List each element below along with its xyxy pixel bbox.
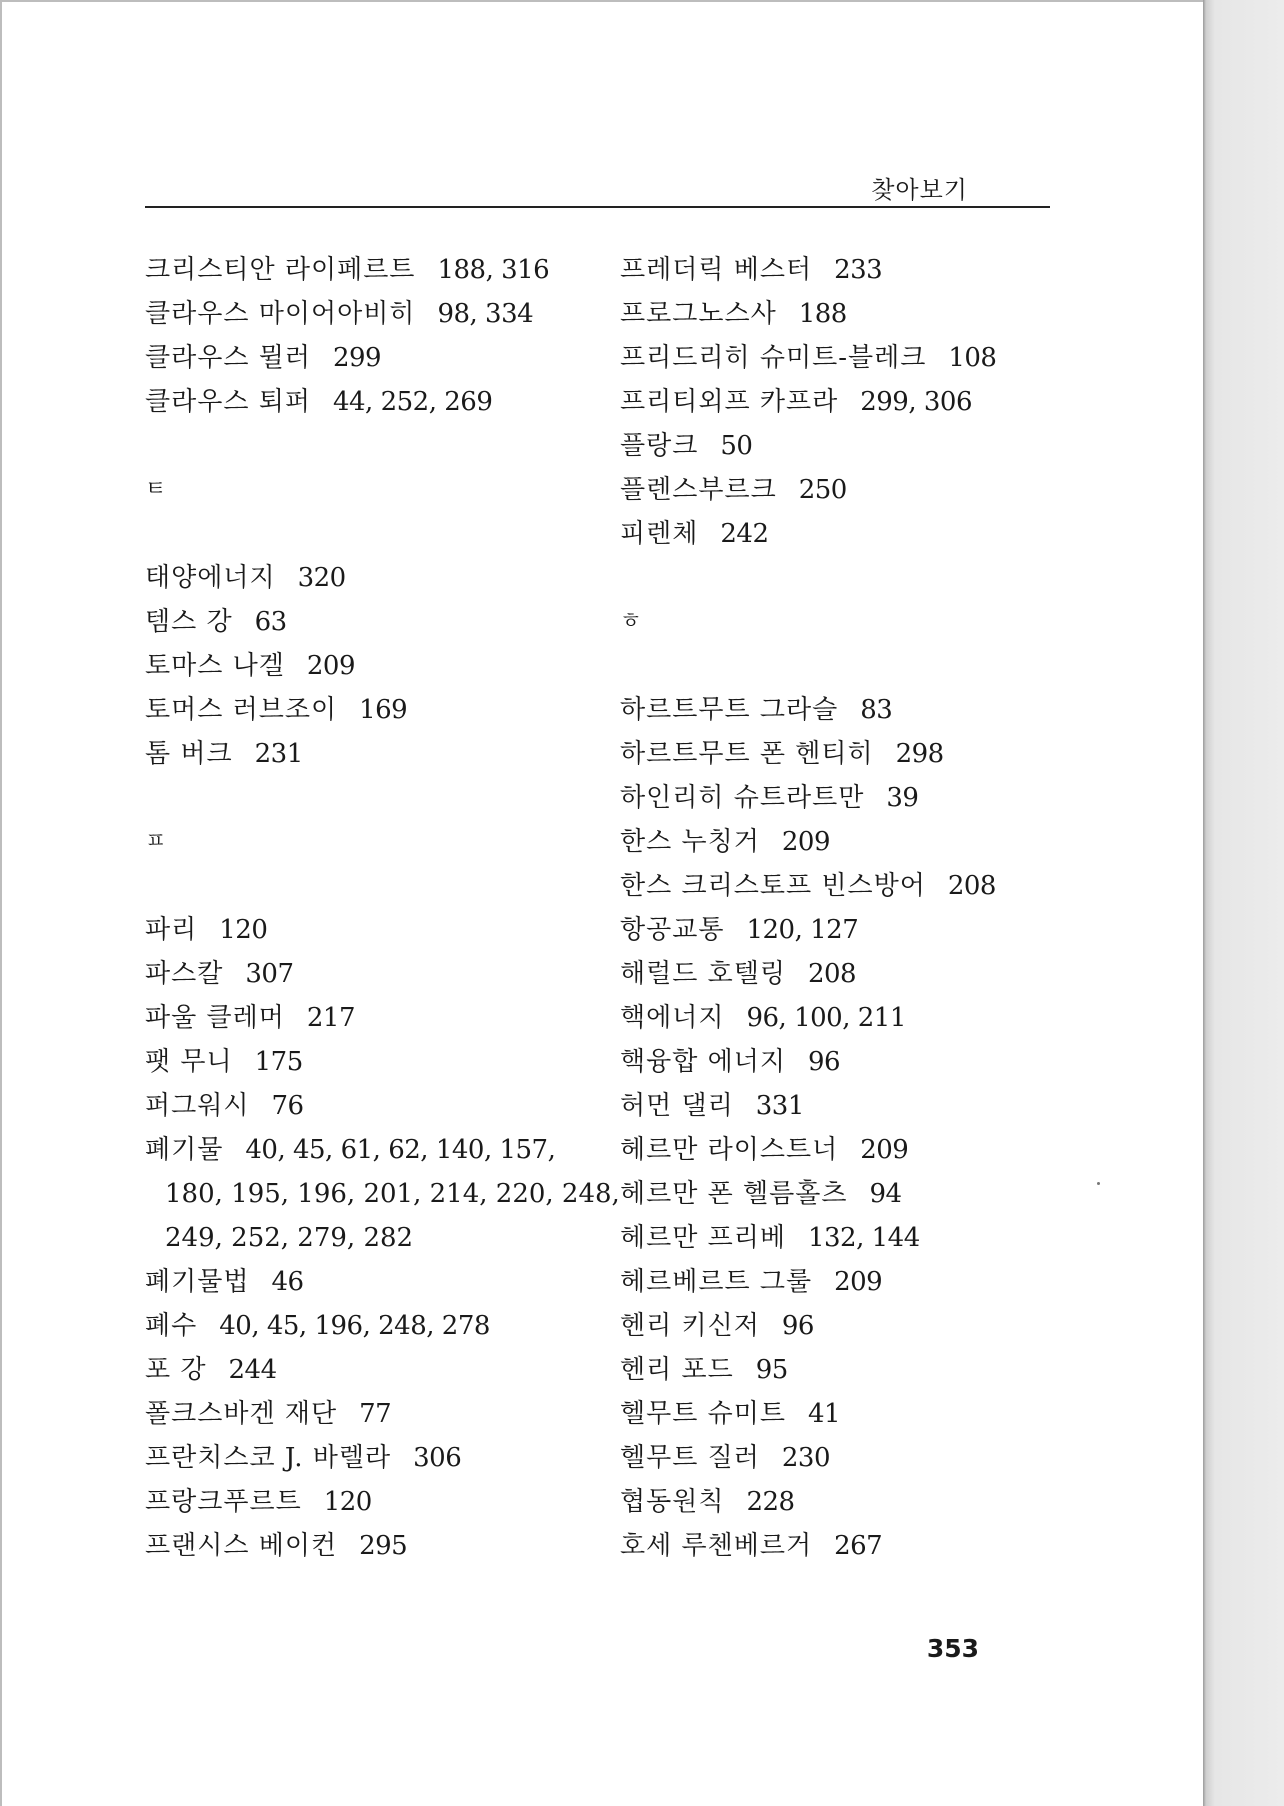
index-entry (145, 732, 615, 776)
index-entry (620, 1436, 1090, 1480)
index-page-refs: 217 (306, 1003, 355, 1033)
index-term: 헨리 포드 (620, 1355, 734, 1385)
index-term: 하르트무트 그라슬 (620, 695, 839, 725)
index-term: 프리티외프 카프라 (620, 387, 839, 417)
index-entry-continuation: 180, 195, 196, 201, 214, 220, 248, (165, 1179, 620, 1209)
index-term: 헤르베르트 그룰 (620, 1267, 813, 1297)
index-page-refs: 307 (245, 959, 294, 989)
index-term: 프레더릭 베스터 (620, 255, 813, 285)
index-page-refs: 188 (798, 299, 847, 329)
blank-line (145, 776, 615, 820)
index-term: 하르트무트 폰 헨티히 (620, 739, 874, 769)
index-entry (620, 1260, 1090, 1304)
index-page-refs: 40, 45, 61, 62, 140, 157, (245, 1135, 556, 1165)
index-entry (620, 1392, 1090, 1436)
index-term: 헤르만 프리베 (620, 1223, 786, 1253)
index-entry (145, 600, 615, 644)
index-term: 포 강 (145, 1355, 207, 1385)
index-term: 헤르만 라이스트너 (620, 1135, 839, 1165)
index-page-refs: 230 (781, 1443, 830, 1473)
index-term: 파울 클레머 (145, 1003, 285, 1033)
index-page-refs: 96 (807, 1047, 841, 1077)
index-page-refs: 299, 306 (860, 387, 972, 417)
index-entry (620, 1304, 1090, 1348)
index-term: 플랑크 (620, 431, 699, 461)
index-page-refs: 76 (271, 1091, 304, 1121)
running-header-title: 찾아보기 (871, 176, 968, 204)
index-page-refs: 295 (359, 1531, 408, 1561)
index-page-refs: 95 (755, 1355, 788, 1385)
index-term: 크리스티안 라이페르트 (145, 255, 416, 285)
index-page-refs: 46 (271, 1267, 304, 1297)
index-entry (620, 424, 1090, 468)
index-entry (620, 380, 1090, 424)
index-entry (620, 688, 1090, 732)
index-page-refs: 44, 252, 269 (332, 387, 493, 417)
index-entry (145, 1480, 615, 1524)
index-entry (145, 688, 615, 732)
index-term: 폐기물 (145, 1135, 224, 1165)
index-entry-continuation: 249, 252, 279, 282 (165, 1223, 414, 1253)
index-term: 폐수 (145, 1311, 198, 1341)
index-entry (145, 1348, 615, 1392)
index-section-letter: ㅍ (145, 829, 167, 854)
index-entry (145, 1260, 615, 1304)
index-term: 클라우스 퇴퍼 (145, 387, 311, 417)
index-entry (145, 1524, 615, 1568)
blank-line (145, 864, 615, 908)
index-term: 항공교통 (620, 915, 725, 945)
index-page-refs: 228 (746, 1487, 795, 1517)
index-entry (145, 1304, 615, 1348)
index-entry (620, 512, 1090, 556)
index-entry (620, 908, 1090, 952)
index-page-refs: 209 (781, 827, 830, 857)
index-page-refs: 209 (834, 1267, 883, 1297)
page-edge-shadow (1203, 0, 1284, 1806)
index-entry (145, 1392, 615, 1436)
index-page-refs: 40, 45, 196, 248, 278 (219, 1311, 490, 1341)
index-entry (620, 1480, 1090, 1524)
index-term: 헬무트 질러 (620, 1443, 760, 1473)
index-page-refs: 96 (781, 1311, 814, 1341)
index-page-refs: 120 (219, 915, 268, 945)
index-term: 토머스 러브조이 (145, 695, 338, 725)
index-entry (145, 996, 615, 1040)
index-entry (620, 292, 1090, 336)
index-entry (620, 1172, 1090, 1216)
index-page-refs: 98, 334 (437, 299, 534, 329)
index-term: 프랜시스 베이컨 (145, 1531, 338, 1561)
index-term: 클라우스 뮐러 (145, 343, 311, 373)
header-rule (145, 206, 1050, 208)
index-term: 태양에너지 (145, 563, 276, 593)
index-term: 협동원칙 (620, 1487, 725, 1517)
index-term: 톰 버크 (145, 739, 233, 769)
index-page-refs: 120, 127 (746, 915, 859, 945)
index-section-letter: ㅌ (145, 477, 167, 502)
index-page-refs: 39 (886, 783, 919, 813)
page-number: 353 (926, 1634, 979, 1663)
index-page-refs: 267 (834, 1531, 883, 1561)
index-term: 호세 루첸베르거 (620, 1531, 813, 1561)
index-page-refs: 96, 100, 211 (746, 1003, 906, 1033)
index-entry (145, 380, 615, 424)
index-entry (620, 1216, 1090, 1260)
index-page-refs: 175 (254, 1047, 303, 1077)
index-entry (145, 292, 615, 336)
index-entry (145, 952, 615, 996)
index-term: 클라우스 마이어아비히 (145, 299, 416, 329)
index-term: 핵에너지 (620, 1003, 725, 1033)
index-page-refs: 250 (798, 475, 847, 505)
index-page-refs: 242 (720, 519, 769, 549)
index-page-refs: 306 (413, 1443, 462, 1473)
index-entry (145, 556, 615, 600)
index-entry (620, 248, 1090, 292)
index-term: 폴크스바겐 재단 (145, 1399, 338, 1429)
index-page-refs: 209 (860, 1135, 909, 1165)
index-term: 프란치스코 J. 바렐라 (145, 1443, 392, 1473)
index-page-refs: 41 (807, 1399, 841, 1429)
index-entry (620, 732, 1090, 776)
index-page-refs: 120 (323, 1487, 372, 1517)
index-page-refs: 108 (948, 343, 997, 373)
index-term: 폐기물법 (145, 1267, 250, 1297)
index-page-refs: 208 (947, 871, 996, 901)
index-entry (145, 1436, 615, 1480)
index-page-refs: 298 (895, 739, 944, 769)
index-section-letter: ㅎ (620, 609, 642, 634)
index-page-refs: 320 (297, 563, 346, 593)
blank-line (620, 644, 1090, 688)
index-term: 프랑크푸르트 (145, 1487, 302, 1517)
index-page-refs: 169 (359, 695, 408, 725)
blank-line (620, 556, 1090, 600)
index-page-refs: 231 (254, 739, 303, 769)
index-page-refs: 77 (359, 1399, 392, 1429)
index-page-refs: 299 (332, 343, 382, 373)
index-page-refs: 50 (720, 431, 753, 461)
index-column-right (620, 248, 1090, 1568)
index-term: 파리 (145, 915, 198, 945)
index-term: 팻 무니 (145, 1047, 233, 1077)
index-entry (620, 864, 1090, 908)
index-page-refs: 83 (860, 695, 893, 725)
index-term: 프리드리히 슈미트-블레크 (620, 343, 927, 373)
index-entry (620, 1040, 1090, 1084)
index-page-refs: 209 (306, 651, 355, 681)
index-page-refs: 331 (755, 1091, 804, 1121)
index-term: 토마스 나겔 (145, 651, 285, 681)
index-page-refs: 208 (807, 959, 857, 989)
index-entry (145, 644, 615, 688)
index-entry (620, 468, 1090, 512)
index-entry (620, 336, 1090, 380)
index-term: 프로그노스사 (620, 299, 777, 329)
index-page-refs: 188, 316 (437, 255, 550, 285)
index-page-refs: 244 (228, 1355, 277, 1385)
index-entry (145, 1084, 615, 1128)
index-entry (145, 1128, 615, 1172)
index-term: 하인리히 슈트라트만 (620, 783, 865, 813)
index-entry (145, 908, 615, 952)
index-term: 허먼 댈리 (620, 1091, 734, 1121)
index-entry (620, 1524, 1090, 1568)
index-entry (620, 776, 1090, 820)
index-term: 파스칼 (145, 959, 224, 989)
index-page-refs: 132, 144 (807, 1223, 920, 1253)
index-page-refs: 63 (254, 607, 287, 637)
index-term: 헤르만 폰 헬름홀츠 (620, 1179, 848, 1209)
index-term: 퍼그워시 (145, 1091, 250, 1121)
index-entry (145, 248, 615, 292)
index-entry (145, 336, 615, 380)
index-entry (620, 1084, 1090, 1128)
index-entry (620, 952, 1090, 996)
index-entry (620, 820, 1090, 864)
index-term: 한스 누칭거 (620, 827, 760, 857)
speck (1097, 1182, 1100, 1185)
index-entry (145, 1040, 615, 1084)
index-term: 핵융합 에너지 (620, 1047, 786, 1077)
index-entry (620, 996, 1090, 1040)
index-term: 플렌스부르크 (620, 475, 777, 505)
blank-line (145, 512, 615, 556)
blank-line (145, 424, 615, 468)
index-page-refs: 233 (834, 255, 883, 285)
index-entry (620, 1128, 1090, 1172)
index-term: 템스 강 (145, 607, 233, 637)
index-entry (620, 1348, 1090, 1392)
index-page-refs: 94 (869, 1179, 902, 1209)
index-term: 한스 크리스토프 빈스방어 (620, 871, 926, 901)
index-column-left (145, 248, 620, 1568)
index-term: 피렌체 (620, 519, 699, 549)
index-term: 헨리 키신저 (620, 1311, 760, 1341)
index-term: 해럴드 호텔링 (620, 959, 786, 989)
index-term: 헬무트 슈미트 (620, 1399, 786, 1429)
